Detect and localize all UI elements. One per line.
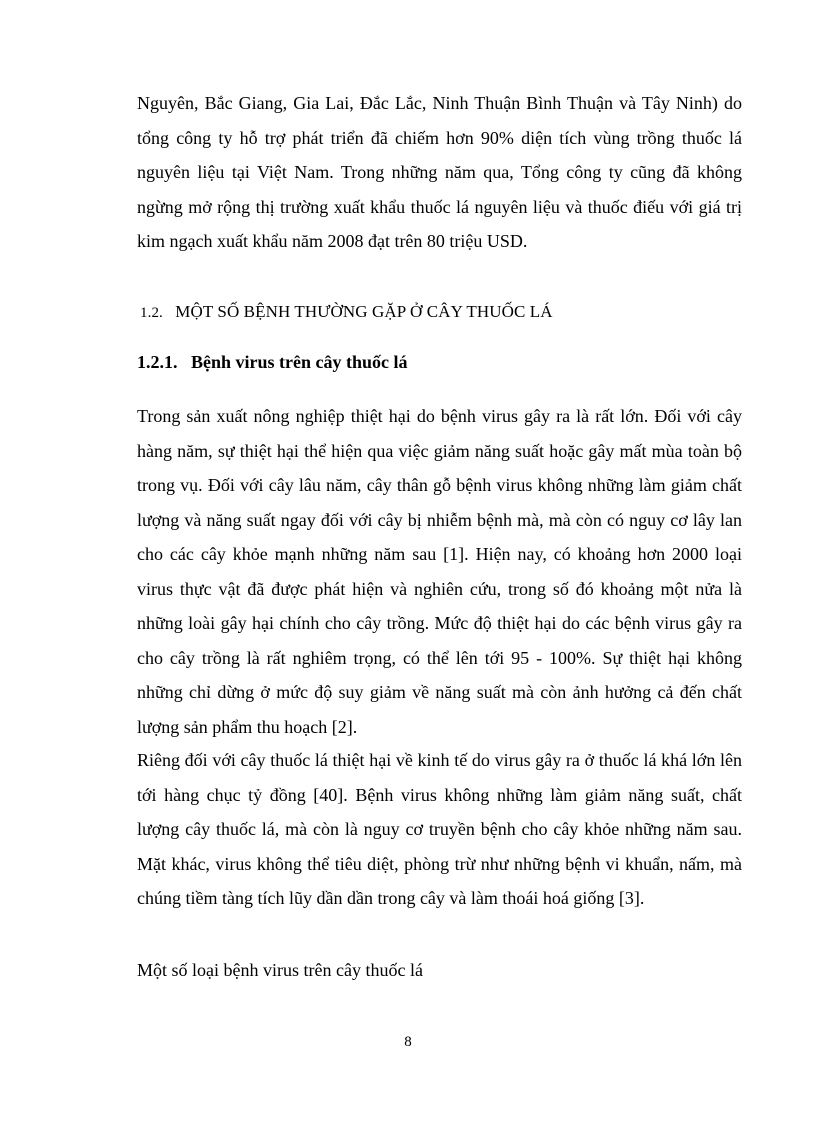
paragraph-virus-list-intro: Một số loại bệnh virus trên cây thuốc lá	[137, 960, 423, 980]
paragraph-tobacco-damage: Riêng đối với cây thuốc lá thiệt hại về kinh tế do virus gây ra ở thuốc lá khá lớn lên tới hàng chục tỷ đồng [40]. Bệnh virus không những làm giảm năng suất, chất lượng cây thuốc lá, mà còn là nguy cơ truyền bệnh cho cây khỏe những năm sau. Mặt khác, virus không thể tiêu diệt, phòng trừ như những bệnh vi khuẩn, nấm, mà chúng tiềm tàng tích lũy dần dần trong cây và làm thoái hoá giống [3].	[137, 750, 742, 908]
subsection-number: 1.2.1.	[137, 352, 178, 372]
section-title: MỘT SỐ BỆNH THƯỜNG GẶP Ở CÂY THUỐC LÁ	[175, 302, 553, 321]
section-heading	[140, 302, 553, 322]
page-number: 8	[404, 1034, 412, 1050]
section-number: 1.2.	[140, 305, 163, 321]
paragraph-virus-damage: Trong sản xuất nông nghiệp thiệt hại do bệnh virus gây ra là rất lớn. Đối với cây hàng năm, sự thiệt hại thể hiện qua việc giảm năng suất hoặc gây mất mùa toàn bộ trong vụ. Đối với cây lâu năm, cây thân gỗ bệnh virus không những làm giảm chất lượng và năng suất ngay đối với cây bị nhiễm bệnh mà, mà còn có nguy cơ lây lan cho các cây khỏe mạnh những năm sau [1]. Hiện nay, có khoảng hơn 2000 loại virus thực vật đã được phát hiện và nghiên cứu, trong số đó khoảng một nửa là những loài gây hại chính cho cây trồng. Mức độ thiệt hại do các bệnh virus gây ra cho cây trồng là rất nghiêm trọng, có thể lên tới 95 - 100%. Sự thiệt hại không những chỉ dừng ở mức độ suy giảm về năng suất mà còn ảnh hưởng cả đến chất lượng sản phẩm thu hoạch [2].	[137, 406, 742, 737]
subsection-heading	[137, 352, 408, 373]
paragraph-continuation: Nguyên, Bắc Giang, Gia Lai, Đắc Lắc, Ninh Thuận Bình Thuận và Tây Ninh) do tổng công ty hỗ trợ phát triển đã chiếm hơn 90% diện tích vùng trồng thuốc lá nguyên liệu tại Việt Nam. Trong những năm qua, Tổng công ty cũng đã không ngừng mở rộng thị trường xuất khẩu thuốc lá nguyên liệu và thuốc điếu với giá trị kim ngạch xuất khẩu năm 2008 đạt trên 80 triệu USD.	[137, 93, 742, 251]
subsection-title: Bệnh virus trên cây thuốc lá	[191, 352, 408, 372]
